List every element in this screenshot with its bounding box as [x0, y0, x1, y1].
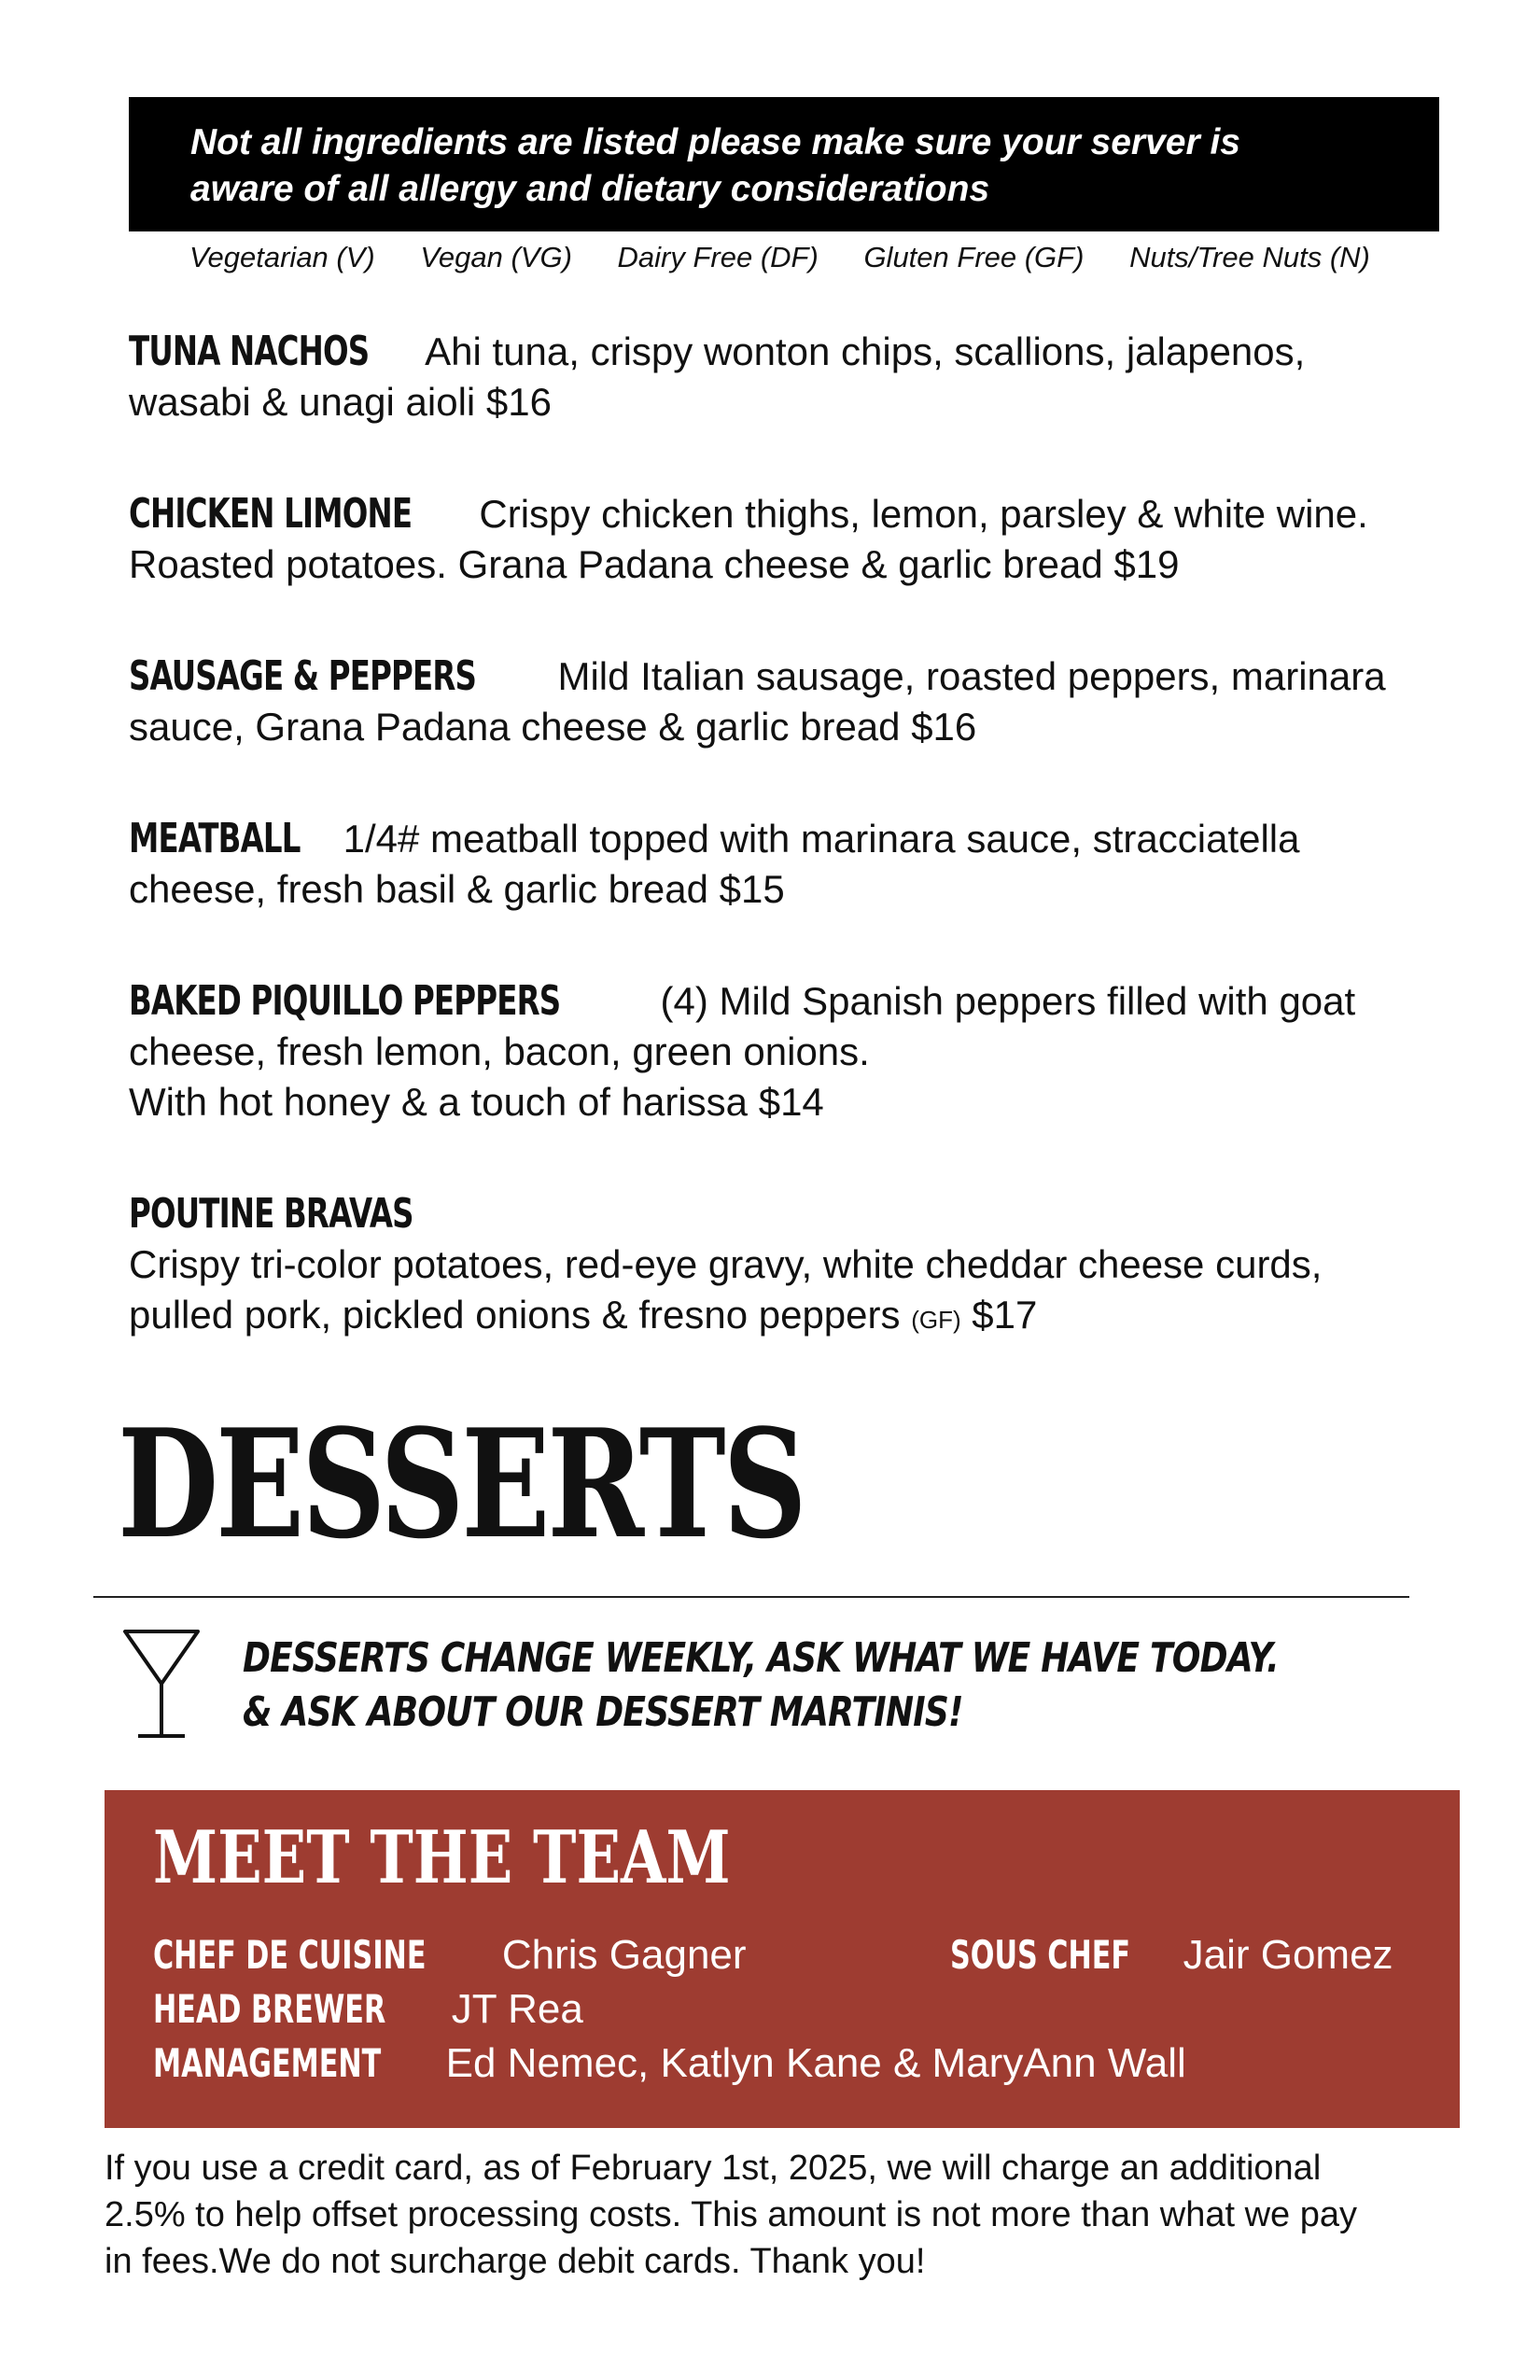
menu-item-description-2: wasabi & unagi aioli $16	[129, 380, 552, 424]
desserts-note-line-1: DESSERTS CHANGE WEEKLY, ASK WHAT WE HAVE TODAY.	[243, 1634, 1279, 1682]
martini-glass-icon	[121, 1626, 202, 1742]
menu-item-name: BAKED PIQUILLO PEPPERS	[129, 977, 561, 1025]
menu-item-description: 1/4# meatball topped with marinara sauce, stracciatella	[343, 817, 1300, 861]
allergy-notice-line-2: aware of all allergy and dietary considerations	[190, 169, 990, 209]
menu-item-name: SAUSAGE & PEPPERS	[129, 652, 477, 700]
menu-item-description-3: With hot honey & a touch of harissa $14	[129, 1080, 824, 1124]
menu-item-description-text: pulled pork, pickled onions & fresno peppers	[129, 1293, 901, 1337]
team-role: MANAGEMENT	[153, 2040, 382, 2086]
menu-item-description-2: cheese, fresh lemon, bacon, green onions.	[129, 1029, 870, 1073]
menu-item-description-2	[129, 1290, 1473, 1345]
legend-vegetarian: Vegetarian (V)	[189, 241, 375, 273]
allergy-notice-line-1: Not all ingredients are listed please make sure your server is	[190, 122, 1241, 162]
desserts-heading: DESSERTS	[118, 1396, 805, 1572]
menu-item-line	[129, 651, 1473, 702]
team-row-brewer	[153, 1982, 583, 2037]
legend-gluten-free: Gluten Free (GF)	[863, 241, 1085, 273]
menu-item-price: $17	[972, 1293, 1038, 1337]
team-role: CHEF DE CUISINE	[153, 1932, 427, 1978]
team-row-chef	[153, 1928, 747, 1982]
menu-item-description: Crispy chicken thighs, lemon, parsley & white wine.	[479, 492, 1368, 536]
dietary-legend	[189, 241, 1449, 274]
menu-item-line	[129, 327, 1473, 377]
menu-item-description: (4) Mild Spanish peppers filled with goat	[660, 979, 1356, 1023]
menu-item-name: MEATBALL	[129, 815, 301, 862]
desserts-note-line-2: & ASK ABOUT OUR DESSERT MARTINIS!	[243, 1688, 963, 1736]
team-member-name: JT Rea	[451, 1986, 583, 2032]
divider	[93, 1596, 1409, 1598]
menu-item-chicken-limone	[129, 489, 1473, 590]
menu-item-tuna-nachos	[129, 327, 1473, 427]
footer-line-3: in fees.We do not surcharge debit cards. Thank you!	[105, 2242, 926, 2281]
menu-item-description-2: cheese, fresh basil & garlic bread $15	[129, 867, 785, 911]
menu-item-description: Ahi tuna, crispy wonton chips, scallions, jalapenos,	[425, 329, 1306, 373]
menu-item-line	[129, 814, 1473, 864]
menu-item-line	[129, 1189, 1473, 1239]
menu-item-line	[129, 976, 1473, 1027]
menu-item-line	[129, 489, 1473, 539]
meet-the-team-panel	[105, 1790, 1460, 2128]
team-member-name: Chris Gagner	[501, 1932, 747, 1978]
team-row-management	[153, 2037, 1186, 2091]
team-role: HEAD BREWER	[153, 1986, 386, 2032]
desserts-note	[243, 1631, 1279, 1740]
legend-nuts: Nuts/Tree Nuts (N)	[1129, 241, 1370, 273]
credit-card-surcharge-note	[105, 2145, 1467, 2285]
legend-dairy-free: Dairy Free (DF)	[617, 241, 819, 273]
menu-item-description-2: sauce, Grana Padana cheese & garlic bread $16	[129, 705, 977, 749]
menu-item-name: POUTINE BRAVAS	[129, 1190, 413, 1238]
allergy-notice	[129, 97, 1439, 231]
menu-item-description: Mild Italian sausage, roasted peppers, marinara	[557, 654, 1386, 698]
gluten-free-tag: (GF)	[911, 1306, 961, 1334]
footer-line-2: 2.5% to help offset processing costs. This amount is not more than what we pay	[105, 2195, 1357, 2234]
menu-item-description-2: Roasted potatoes. Grana Padana cheese & garlic bread $19	[129, 542, 1180, 586]
menu-item-name: TUNA NACHOS	[129, 328, 370, 375]
team-member-name: Ed Nemec, Katlyn Kane & MaryAnn Wall	[445, 2040, 1186, 2086]
menu-item-baked-piquillo-peppers	[129, 976, 1473, 1127]
team-title: MEET THE TEAM	[153, 1815, 731, 1900]
menu-item-name: CHICKEN LIMONE	[129, 490, 413, 538]
team-role: SOUS CHEF	[950, 1932, 1131, 1978]
menu-item-description: Crispy tri-color potatoes, red-eye gravy, white cheddar cheese curds,	[129, 1242, 1323, 1286]
menu-item-sausage-peppers	[129, 651, 1473, 752]
team-row-sous-chef	[950, 1928, 1393, 1982]
team-member-name: Jair Gomez	[1183, 1932, 1393, 1978]
menu-item-meatball	[129, 814, 1473, 915]
footer-line-1: If you use a credit card, as of February 1st, 2025, we will charge an additional	[105, 2149, 1322, 2188]
menu-item-poutine-bravas	[129, 1189, 1473, 1345]
legend-vegan: Vegan (VG)	[420, 241, 572, 273]
